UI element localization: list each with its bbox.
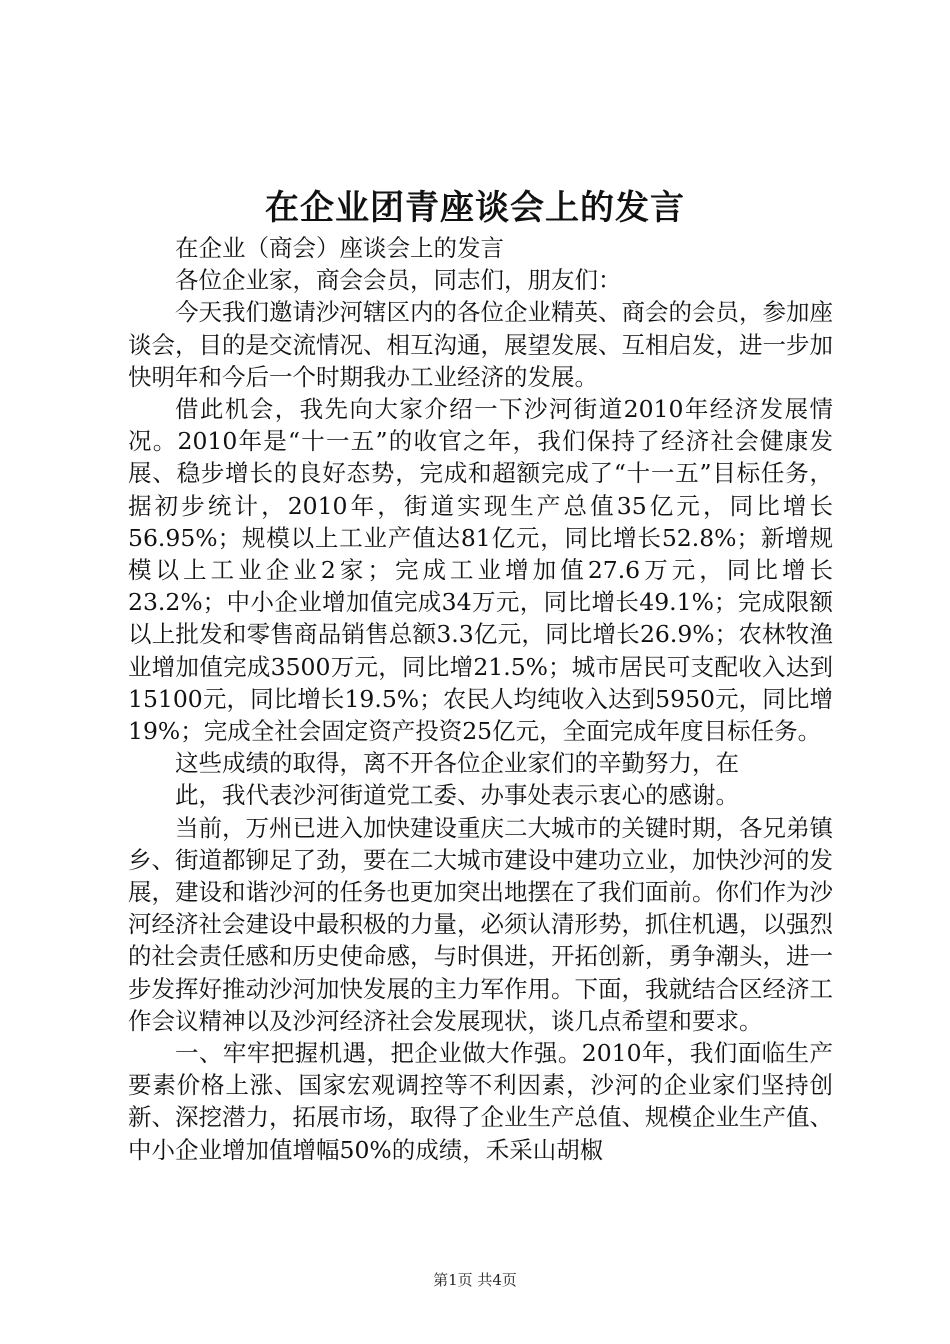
page-number-footer: 第1页 共4页	[433, 1271, 517, 1289]
paragraph-current-situation: 当前，万州已进入加快建设重庆二大城市的关键时期，各兄弟镇乡、街道都铆足了劲，要在二大城市建设中建功立业，加快沙河的发展，建设和谐沙河的任务也更加突出地摆在了我们面前。你们作为沙河经济社会建设中最积极的力量，必须认清形势，抓住机遇，以强烈的社会责任感和历史使命感，与时俱进，开拓创新，勇争潮头，进一步发挥好推动沙河加快发展的主力军作用。下面，我就结合区经济工作会议精神以及沙河经济社会发展现状，谈几点希望和要求。	[128, 813, 833, 1035]
paragraph-point-one: 一、牢牢把握机遇，把企业做大作强。2010年，我们面临生产要素价格上涨、国家宏观调控等不利因素，沙河的企业家们坚持创新、深挖潜力，拓展市场，取得了企业生产总值、规模企业生产值、中小企业增加值增幅50%的成绩，禾采山胡椒	[128, 1039, 833, 1164]
document-body	[128, 232, 833, 1166]
paragraph-thanks-1: 这些成绩的取得，离不开各位企业家们的辛勤努力，在	[175, 749, 739, 778]
paragraph-thanks-2: 此，我代表沙河街道党工委、办事处表示衷心的感谢。	[175, 781, 739, 810]
paragraph-heading: 在企业（商会）座谈会上的发言	[175, 234, 504, 262]
document-title: 在企业团青座谈会上的发言	[265, 188, 685, 228]
paragraph-salutation: 各位企业家，商会会员，同志们，朋友们：	[175, 266, 622, 295]
paragraph-intro: 今天我们邀请沙河辖区内的各位企业精英、商会的会员，参加座谈会，目的是交流情况、相互沟通，展望发展、互相启发，进一步加快明年和今后一个时期我办工业经济的发展。	[128, 298, 833, 391]
paragraph-economic-report: 借此机会，我先向大家介绍一下沙河街道2010年经济发展情况。2010年是“十一五”的收官之年，我们保持了经济社会健康发展、稳步增长的良好态势，完成和超额完成了“十一五”目标任务，据初步统计，2010年，街道实现生产总值35亿元，同比增长56.95%；规模以上工业产值达81亿元，同比增长52.8%；新增规模以上工业企业2家；完成工业增加值27.6万元，同比增长23.2%；中小企业增加值完成34万元，同比增长49.1%；完成限额以上批发和零售商品销售总额3.3亿元，同比增长26.9%；农林牧渔业增加值完成3500万元，同比增21.5%；城市居民可支配收入达到15100元，同比增长19.5%；农民人均纯收入达到5950元，同比增19%；完成全社会固定资产投资25亿元，全面完成年度目标任务。	[128, 395, 833, 746]
